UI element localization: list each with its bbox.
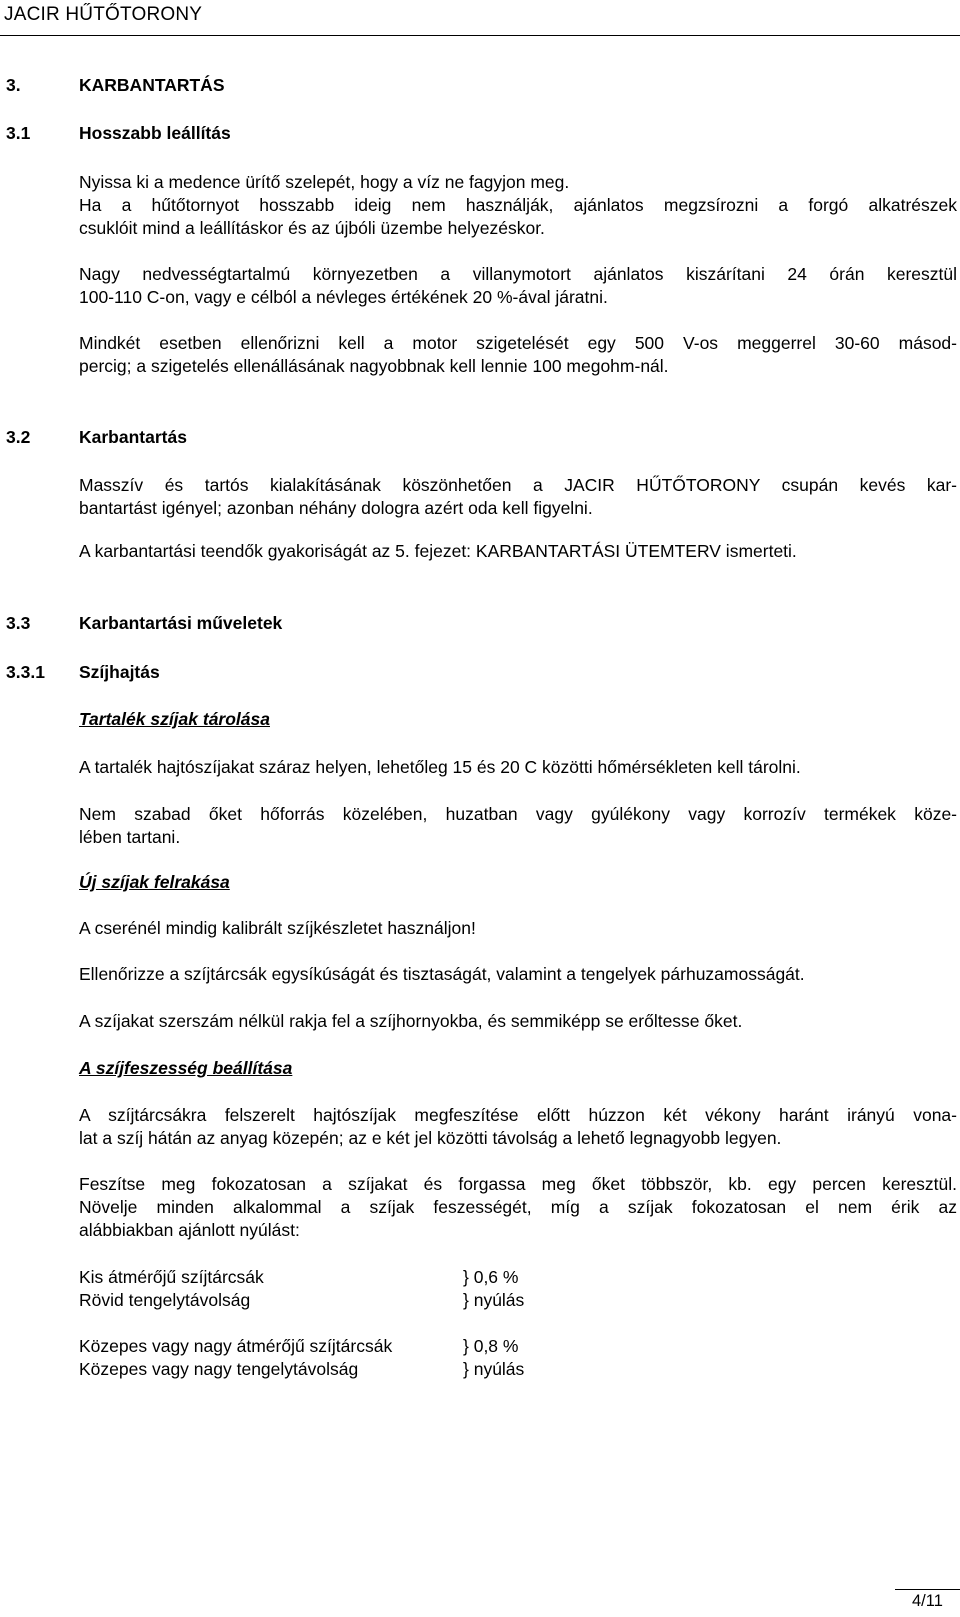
text-line: lat a szíj hátán az anyag közepén; az e két jel közötti távolság a lehető legnagyobb legyen.: [79, 1128, 782, 1148]
subsubsection-number: 3.3.1: [6, 662, 45, 682]
paragraph: [79, 1104, 957, 1150]
text-line: A szíjakat szerszám nélkül rakja fel a szíjhornyokba, és semmiképp se erőltesse őket.: [79, 1011, 743, 1031]
paragraph: [79, 1173, 957, 1242]
text-line: Nagy nedvességtartalmú környezetben a villanymotort ajánlatos kiszárítani 24 órán keresztül: [79, 264, 957, 284]
text-line: percig; a szigetelés ellenállásának nagyobbnak kell lennie 100 megohm-nál.: [79, 356, 669, 376]
text-line: A tartalék hajtószíjakat száraz helyen, lehetőleg 15 és 20 C közötti hőmérsékleten kell tárolni.: [79, 757, 801, 777]
underlined-heading: Tartalék szíjak tárolása: [79, 709, 270, 729]
paragraph: [79, 474, 957, 520]
paragraph: [79, 171, 957, 240]
page-number: 4/11: [912, 1592, 943, 1610]
text-line: csuklóit mind a leállításkor és az újbóli üzembe helyezéskor.: [79, 218, 545, 238]
table-label: Közepes vagy nagy tengelytávolság: [79, 1359, 359, 1379]
subsection-title: Hosszabb leállítás: [79, 123, 231, 143]
text-line: Növelje minden alkalommal a szíjak feszességét, míg a szíjak fokozatosan el nem érik az: [79, 1197, 957, 1217]
paragraph: [79, 803, 957, 849]
table-value: } 0,6 %: [463, 1267, 519, 1287]
text-line: A cserénél mindig kalibrált szíjkészletet használjon!: [79, 918, 476, 938]
footer-rule: [895, 1589, 960, 1590]
paragraph: [79, 263, 957, 309]
text-line: A karbantartási teendők gyakoriságát az 5. fejezet: KARBANTARTÁSI ÜTEMTERV ismerteti.: [79, 541, 797, 561]
document-title: JACIR HŰTŐTORONY: [4, 4, 203, 25]
text-line: Masszív és tartós kialakításának köszönhetően a JACIR HŰTŐTORONY csupán kevés kar-: [79, 475, 957, 495]
text-line: Ellenőrizze a szíjtárcsák egysíkúságát és tisztaságát, valamint a tengelyek párhuzamosságát.: [79, 964, 805, 984]
section-number: 3.: [6, 75, 21, 95]
text-line: Feszítse meg fokozatosan a szíjakat és forgassa meg őket többször, kb. egy percen keresztül.: [79, 1174, 957, 1194]
subsubsection-title: Szíjhajtás: [79, 662, 160, 682]
text-line: lében tartani.: [79, 827, 181, 847]
subsection-number: 3.3: [6, 613, 31, 633]
paragraph: [79, 332, 957, 378]
table-label: Kis átmérőjű szíjtárcsák: [79, 1267, 264, 1287]
text-line: alábbiakban ajánlott nyúlást:: [79, 1220, 300, 1240]
table-value: } nyúlás: [463, 1359, 525, 1379]
text-line: Nyissa ki a medence ürítő szelepét, hogy a víz ne fagyjon meg.: [79, 172, 570, 192]
page-header: [0, 0, 960, 36]
subsection-number: 3.1: [6, 123, 31, 143]
underlined-heading: Új szíjak felrakása: [79, 872, 230, 892]
subsection-title: Karbantartás: [79, 427, 187, 447]
section-title: KARBANTARTÁS: [79, 75, 225, 95]
table-label: Rövid tengelytávolság: [79, 1290, 251, 1310]
table-value: } 0,8 %: [463, 1336, 519, 1356]
text-line: Nem szabad őket hőforrás közelében, huzatban vagy gyúlékony vagy korrozív termékek köze-: [79, 804, 957, 824]
subsection-number: 3.2: [6, 427, 31, 447]
text-line: Mindkét esetben ellenőrizni kell a motor szigetelését egy 500 V-os meggerrel 30-60 másod-: [79, 333, 957, 353]
text-line: A szíjtárcsákra felszerelt hajtószíjak megfeszítése előtt húzzon két vékony haránt irányú vona-: [79, 1105, 957, 1125]
text-line: Ha a hűtőtornyot hosszabb ideig nem használják, ajánlatos megzsírozni a forgó alkatrészek: [79, 195, 957, 215]
subsection-title: Karbantartási műveletek: [79, 613, 283, 633]
table-value: } nyúlás: [463, 1290, 525, 1310]
text-line: 100-110 C-on, vagy e célból a névleges értékének 20 %-ával járatni.: [79, 287, 608, 307]
table-label: Közepes vagy nagy átmérőjű szíjtárcsák: [79, 1336, 393, 1356]
text-line: bantartást igényel; azonban néhány dologra azért oda kell figyelni.: [79, 498, 593, 518]
underlined-heading: A szíjfeszesség beállítása: [79, 1058, 293, 1078]
